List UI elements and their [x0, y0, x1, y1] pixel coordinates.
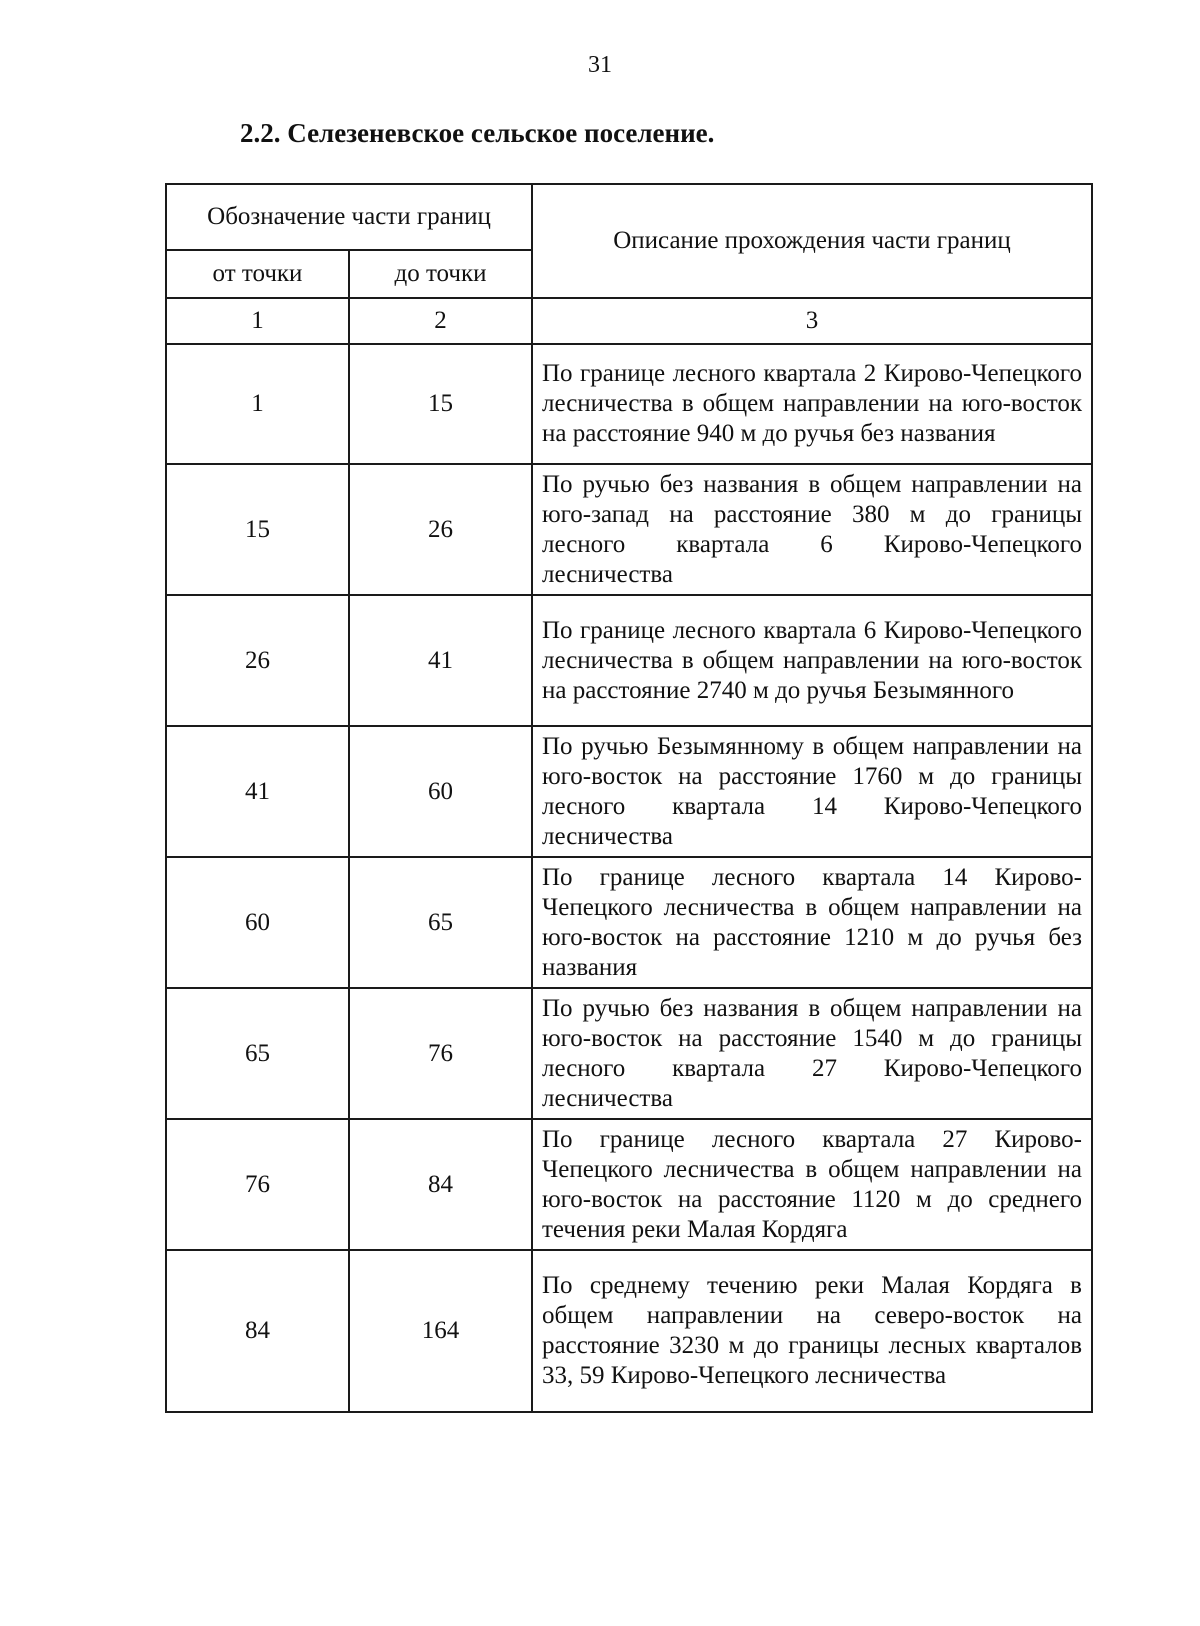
- table-row: [166, 988, 1092, 1119]
- cell-to-point: 65: [349, 857, 532, 988]
- cell-description: По границе лесного квартала 2 Кирово-Чепецкого лесничества в общем направлении на юго-восток на расстояние 940 м до ручья без названия: [532, 344, 1092, 464]
- cell-description: По границе лесного квартала 27 Кирово-Чепецкого лесничества в общем направлении на юго-восток на расстояние 1120 м до среднего течения реки Малая Кордяга: [532, 1119, 1092, 1250]
- table-row: [166, 464, 1092, 595]
- header-boundary-designation: Обозначение части границ: [166, 184, 532, 250]
- header-row-group: [166, 184, 1092, 250]
- cell-from-point: 1: [166, 344, 349, 464]
- cell-to-point: 41: [349, 595, 532, 726]
- cell-from-point: 84: [166, 1250, 349, 1412]
- cell-to-point: 15: [349, 344, 532, 464]
- cell-description: По границе лесного квартала 6 Кирово-Чепецкого лесничества в общем направлении на юго-восток на расстояние 2740 м до ручья Безымянного: [532, 595, 1092, 726]
- section-title: 2.2. Селезеневское сельское поселение.: [240, 118, 715, 148]
- cell-description: По ручью без названия в общем направлении на юго-восток на расстояние 1540 м до границы лесного квартала 27 Кирово-Чепецкого лесничества: [532, 988, 1092, 1119]
- table-row: [166, 1250, 1092, 1412]
- header-description: Описание прохождения части границ: [532, 184, 1092, 298]
- cell-to-point: 26: [349, 464, 532, 595]
- cell-to-point: 164: [349, 1250, 532, 1412]
- table-row: [166, 1119, 1092, 1250]
- cell-from-point: 65: [166, 988, 349, 1119]
- page-number: 31: [588, 52, 612, 78]
- table-row: [166, 726, 1092, 857]
- cell-description: По границе лесного квартала 14 Кирово-Чепецкого лесничества в общем направлении на юго-восток на расстояние 1210 м до ручья без названия: [532, 857, 1092, 988]
- column-number-3: 3: [532, 298, 1092, 344]
- table-row: [166, 857, 1092, 988]
- cell-from-point: 41: [166, 726, 349, 857]
- header-from-point: от точки: [166, 250, 349, 298]
- cell-description: По среднему течению реки Малая Кордяга в общем направлении на северо-восток на расстояние 3230 м до границы лесных кварталов 33, 59 Кирово-Чепецкого лесничества: [532, 1250, 1092, 1412]
- cell-description: По ручью без названия в общем направлении на юго-запад на расстояние 380 м до границы лесного квартала 6 Кирово-Чепецкого лесничества: [532, 464, 1092, 595]
- cell-from-point: 26: [166, 595, 349, 726]
- table-body: [166, 184, 1092, 1412]
- cell-to-point: 76: [349, 988, 532, 1119]
- header-to-point: до точки: [349, 250, 532, 298]
- column-number-2: 2: [349, 298, 532, 344]
- cell-from-point: 76: [166, 1119, 349, 1250]
- boundary-table: [165, 183, 1093, 1413]
- cell-from-point: 60: [166, 857, 349, 988]
- table-row: [166, 344, 1092, 464]
- cell-from-point: 15: [166, 464, 349, 595]
- cell-to-point: 84: [349, 1119, 532, 1250]
- table-row: [166, 595, 1092, 726]
- cell-description: По ручью Безымянному в общем направлении на юго-восток на расстояние 1760 м до границы лесного квартала 14 Кирово-Чепецкого лесничества: [532, 726, 1092, 857]
- cell-to-point: 60: [349, 726, 532, 857]
- column-number-row: [166, 298, 1092, 344]
- column-number-1: 1: [166, 298, 349, 344]
